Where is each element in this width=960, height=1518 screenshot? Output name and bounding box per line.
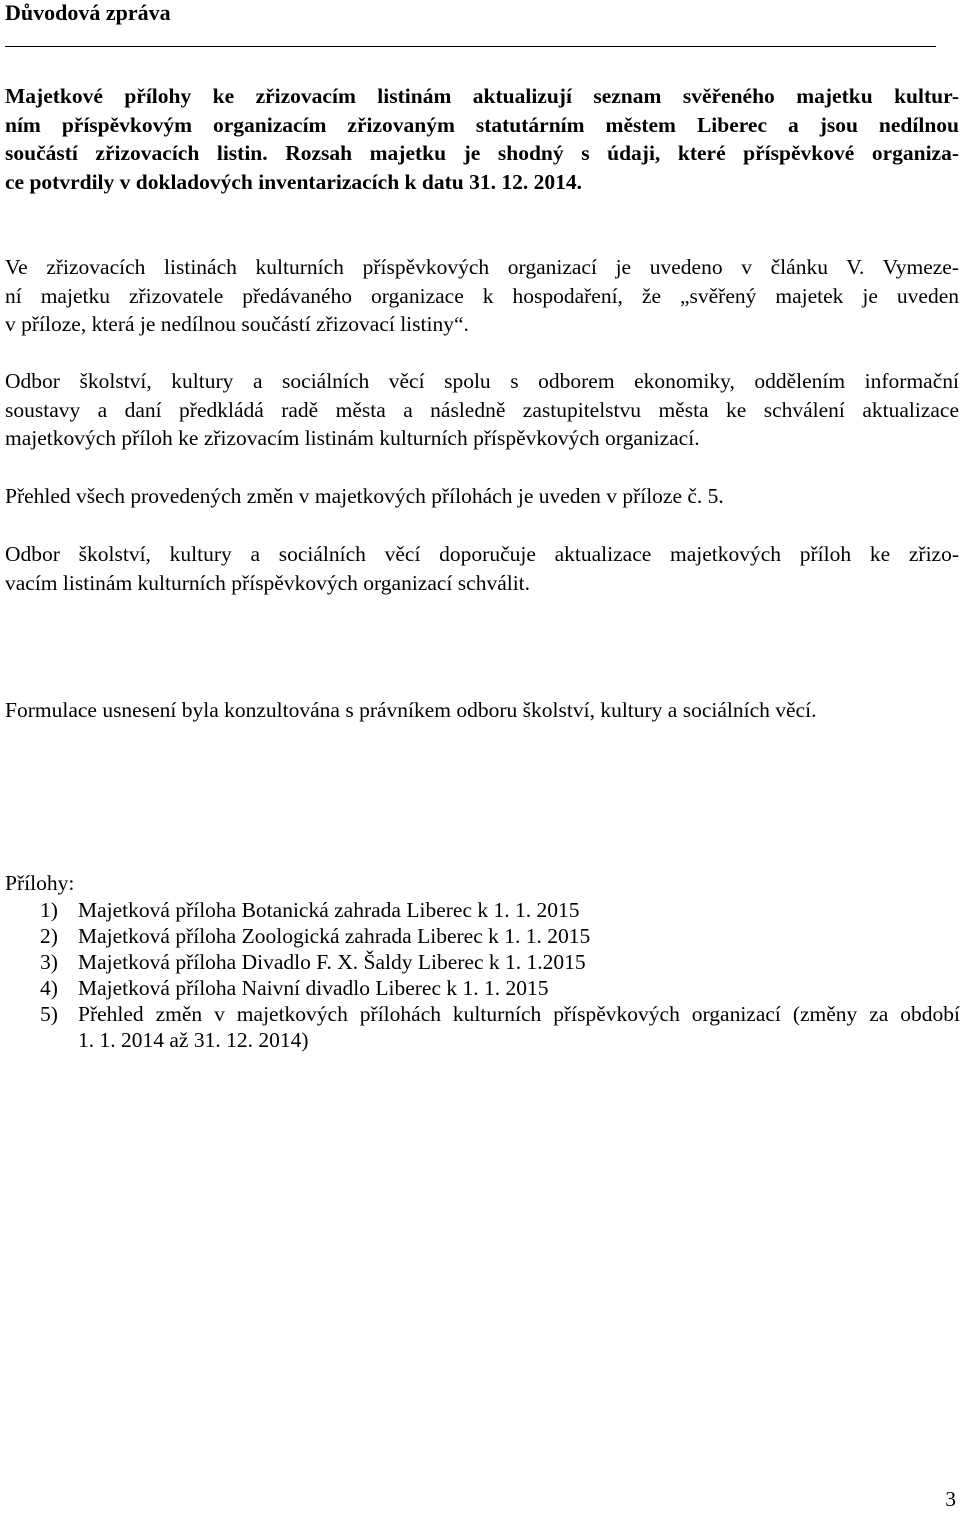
attachment-item <box>40 897 960 923</box>
page-number: 3 <box>945 1487 956 1511</box>
attachments-list <box>40 897 960 1053</box>
paragraph-property-annexes <box>5 82 959 196</box>
paragraph-legal-consultation: Formulace usnesení byla konzultována s právníkem odboru školství, kultury a sociálních věcí. <box>5 698 817 722</box>
paragraph-line: Odbor školství, kultury a sociálních věcí spolu s odborem ekonomiky, oddělením informační <box>5 369 959 393</box>
attachments-heading: Přílohy: <box>5 871 75 895</box>
paragraph-line: součástí zřizovacích listin. Rozsah majetku je shodný s údaji, které příspěvkové organiza- <box>5 141 959 166</box>
paragraph-line: ní majetku zřizovatele předávaného organizace k hospodaření, že „svěřený majetek je uveden <box>5 283 959 308</box>
attachment-text: Majetková příloha Naivní divadlo Liberec k 1. 1. 2015 <box>78 976 549 1000</box>
paragraph-department-submission <box>5 367 959 453</box>
attachment-text: Majetková příloha Zoologická zahrada Liberec k 1. 1. 2015 <box>78 924 591 948</box>
attachment-number: 3) <box>40 950 58 974</box>
attachment-item <box>40 949 960 975</box>
attachment-number: 4) <box>40 976 58 1000</box>
paragraph-line: Majetkové přílohy ke zřizovacím listinám aktualizují seznam svěřeného majetku kultur- <box>5 84 959 108</box>
title-underline <box>5 46 936 47</box>
paragraph-line: majetkových příloh ke zřizovacím listinám kulturních příspěvkových organizací. <box>5 426 700 451</box>
attachment-text: Majetková příloha Botanická zahrada Liberec k 1. 1. 2015 <box>78 898 580 922</box>
attachment-item <box>40 975 960 1001</box>
paragraph-line: soustavy a daní předkládá radě města a následně zastupitelstvu města ke schválení aktualizace <box>5 397 959 422</box>
attachment-number: 1) <box>40 898 58 922</box>
paragraph-recommendation <box>5 540 959 597</box>
paragraph-changes-overview: Přehled všech provedených změn v majetkových přílohách je uveden v příloze č. 5. <box>5 484 724 508</box>
paragraph-line: ce potvrdily v dokladových inventarizacích k datu 31. 12. 2014. <box>5 169 582 194</box>
attachment-number: 2) <box>40 924 58 948</box>
attachment-line: 1. 1. 2014 až 31. 12. 2014) <box>78 1028 309 1052</box>
attachment-text: Majetková příloha Divadlo F. X. Šaldy Liberec k 1. 1.2015 <box>78 950 586 974</box>
paragraph-founding-documents <box>5 253 959 339</box>
paragraph-line: Odbor školství, kultury a sociálních věcí doporučuje aktualizace majetkových příloh ke zřizo- <box>5 542 959 566</box>
paragraph-line: ním příspěvkovým organizacím zřizovaným statutárním městem Liberec a jsou nedílnou <box>5 112 959 137</box>
paragraph-line: Ve zřizovacích listinách kulturních příspěvkových organizací je uvedeno v článku V. Vymeze- <box>5 255 959 279</box>
paragraph-line: vacím listinám kulturních příspěvkových organizací schválit. <box>5 570 531 595</box>
attachment-item <box>40 923 960 949</box>
attachment-text <box>78 1001 960 1053</box>
attachment-item <box>40 1001 960 1053</box>
document-title: Důvodová zpráva <box>5 0 171 25</box>
attachment-line: Přehled změn v majetkových přílohách kulturních příspěvkových organizací (změny za období <box>78 1002 960 1026</box>
paragraph-line: v příloze, která je nedílnou součástí zřizovací listiny“. <box>5 312 469 337</box>
attachment-number: 5) <box>40 1002 58 1026</box>
